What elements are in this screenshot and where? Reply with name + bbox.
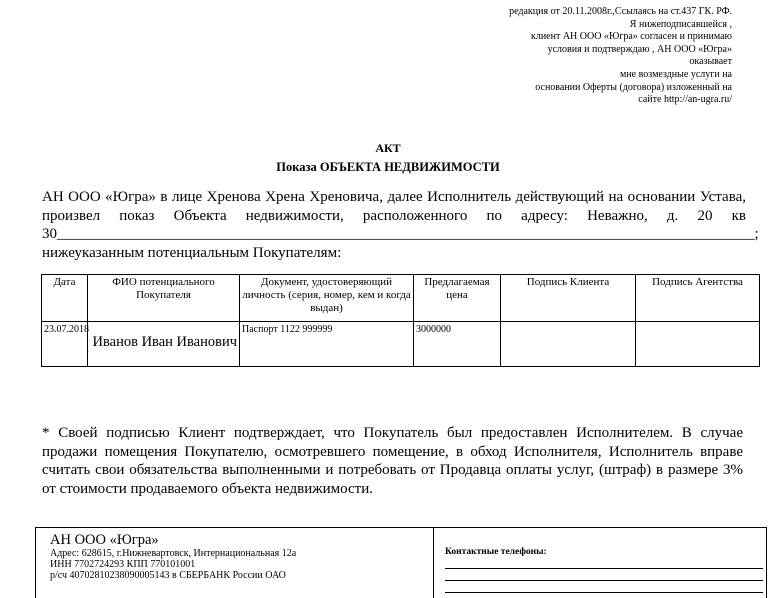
viewing-table [41,274,760,367]
intro-text: АН ООО «Югра» в лице Хренова Хрена Хреновича, далее Исполнитель действующий на основании Устава, произвел показ Объекта недвижимости, расположенного по адресу: Неважно, д. 20 кв 30 [42,189,746,242]
offer-note-line: сайте http://an-ugra.ru/ [638,94,732,106]
header-document: Документ, удостоверяющий личность (серия, номер, кем и когда выдан) [240,275,414,322]
company-details [36,528,434,598]
footer-requisites [35,527,767,598]
table-header-row [42,275,760,322]
contact-line [445,557,763,569]
commission-note: * Своей подписью Клиент подтверждает, что Покупатель был предоставлен Исполнителем. В случае продажи помещения Покупателю, осмотревшего помещение, в обход Исполнителя, Исполнитель вправе считать свои обязательства выполненными и потребовать от Продавца оплаты услуг, (штраф) в размере 3% от стоимости продаваемого объекта недвижимости. [42,425,743,497]
document-subtitle: Показа ОБЪЕКТА НЕДВИЖИМОСТИ [276,160,500,174]
cell-client-signature[interactable] [501,322,636,367]
header-client-signature: Подпись Клиента [501,275,636,322]
address-blank-line: _____________________________________________________________________________________________; [57,226,759,242]
offer-note-line: оказывает [689,56,732,68]
offer-note-line: условия и подтверждаю , АН ООО «Югра» [547,43,732,55]
company-account: р/сч 40702810238090005143 в СБЕРБАНК России ОАО [50,570,286,581]
document-title: АКТ [375,141,401,155]
header-price: Предлагаемая цена [414,275,501,322]
header-agency-signature: Подпись Агентства [636,275,760,322]
cell-agency-signature[interactable] [636,322,760,367]
header-buyer-name: ФИО потенциального Покупателя [88,275,240,322]
contact-line [445,581,763,593]
offer-note-line: клиент АН ООО «Югра» согласен и принимаю [530,31,732,43]
cell-price: 3000000 [414,322,501,367]
contact-line [445,569,763,581]
table-row [42,322,760,367]
offer-note-line: мне возмездные услуги на [619,68,732,80]
contacts-block [435,528,766,598]
offer-note-line: редакция от 20.11.2008г.,Ссылаясь на ст.437 ГК. РФ. [509,6,732,17]
offer-reference-note [470,6,732,107]
cell-date: 23.07.2018 [42,322,88,367]
intro-text-end: нижеуказанным потенциальным Покупателям: [42,244,342,261]
cell-document: Паспорт 1122 999999 [240,322,414,367]
offer-note-line: Я нижеподписавшейся , [629,18,732,30]
company-name: АН ООО «Югра» [50,532,159,548]
intro-paragraph [42,188,759,262]
offer-note-line: основании Оферты (договора) изложенный на [535,81,732,93]
contacts-label: Контактные телефоны: [445,547,547,557]
company-inn: ИНН 7702724293 КПП 770101001 [50,559,196,570]
buyer-name: Иванов Иван Иванович [92,334,237,350]
header-date: Дата [42,275,88,322]
company-address: Адрес: 628615, г.Нижневартовск, Интернациональная 12а [50,548,297,559]
cell-buyer-name [88,322,240,367]
